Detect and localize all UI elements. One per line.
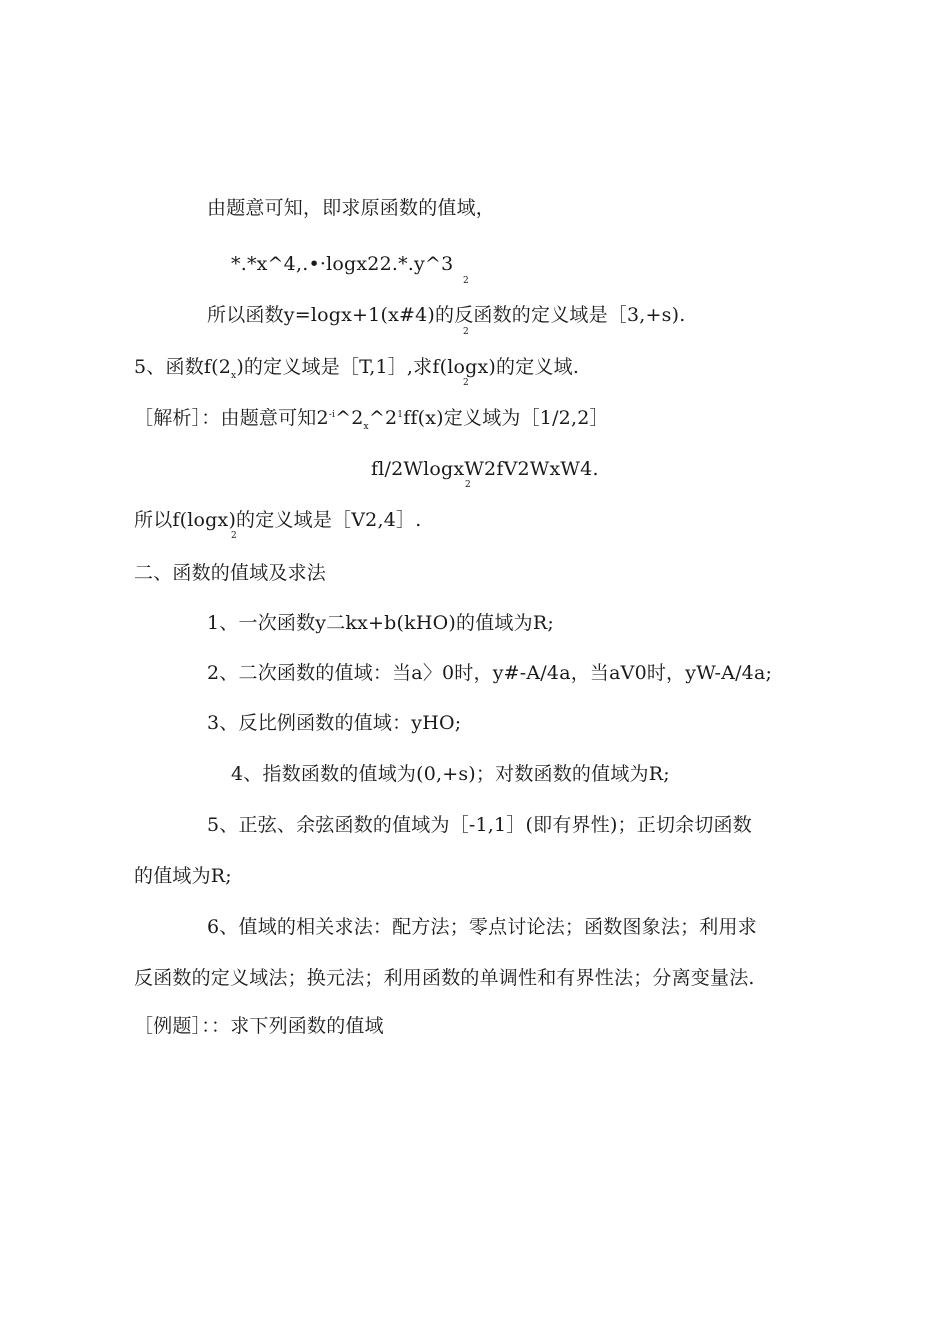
section-heading: [134, 561, 326, 585]
line-2-subscript: 2: [463, 276, 469, 286]
line-5-text-d: ff(x)定义域为［1/2,2］: [403, 407, 609, 429]
text-line-6: [371, 457, 599, 481]
line-4-text-a: 5、函数f(2: [134, 356, 232, 378]
text-line-11: [207, 711, 461, 735]
line-5-text-b: ^2: [335, 407, 364, 429]
example-heading-text: ［例题］：：求下列函数的值域: [134, 1015, 384, 1037]
line-5-subscript-x: x: [363, 422, 369, 432]
section-heading-text: 二、函数的值域及求法: [134, 562, 327, 584]
line-6-subscript: 2: [465, 480, 471, 490]
text-line-9: [207, 611, 554, 635]
line-9-text: 1、一次函数y二kx+b(kHO)的值域为R;: [207, 612, 554, 634]
line-12-text: 4、指数函数的值域为(0,+s)；对数函数的值域为R;: [231, 763, 670, 785]
line-4-subscript-x: x: [231, 371, 237, 381]
line-2-text: *.*x^4,.•·logx22.*.y^3: [231, 253, 454, 275]
line-6-text: fl/2WlogxW2fV2WxW4.: [371, 458, 599, 480]
text-line-5: [134, 406, 609, 434]
text-line-14: [134, 864, 232, 888]
line-14-text: 的值域为R;: [134, 865, 232, 887]
line-4-subscript: 2: [463, 378, 469, 388]
line-5-superscript-2: 1: [397, 410, 404, 420]
text-line-15: [207, 915, 757, 939]
line-7-subscript: 2: [231, 531, 237, 541]
text-line-12: [231, 762, 670, 786]
text-line-7: [134, 508, 421, 532]
line-3-subscript: 2: [463, 327, 469, 337]
line-1-text: 由题意可知，即求原函数的值域，: [207, 197, 496, 219]
line-4-text-b: )的定义域是［T,1］,求f(logx)的定义域.: [236, 356, 580, 378]
text-line-4: [134, 355, 579, 383]
line-5-text-c: ^2: [368, 407, 398, 429]
line-10-text: 2、二次函数的值域：当a〉0时，y#-A/4a，当aV0时，yW-A/4a;: [207, 662, 773, 684]
line-16-text: 反函数的定义域法；换元法；利用函数的单调性和有界性法；分离变量法.: [134, 967, 755, 989]
text-line-3: [207, 303, 685, 327]
example-heading: [134, 1014, 384, 1038]
line-13-text: 5、正弦、余弦函数的值域为［-1,1］(即有界性)；正切余切函数: [207, 814, 752, 836]
line-11-text: 3、反比例函数的值域：yHO;: [207, 712, 462, 734]
line-5-superscript-1: -i: [328, 410, 336, 420]
line-7-text: 所以f(logx)的定义域是［V2,4］.: [134, 509, 422, 531]
text-line-2: [231, 252, 453, 276]
line-15-text: 6、值域的相关求法：配方法；零点讨论法；函数图象法；利用求: [207, 916, 757, 938]
text-line-10: [207, 661, 772, 685]
line-3-text: 所以函数y=logx+1(x#4)的反函数的定义域是［3,+s).: [207, 304, 686, 326]
text-line-1: [207, 196, 495, 220]
line-5-text-a: ［解析］：由题意可知2: [134, 407, 329, 429]
text-line-13: [207, 813, 752, 837]
text-line-16: [134, 966, 755, 990]
